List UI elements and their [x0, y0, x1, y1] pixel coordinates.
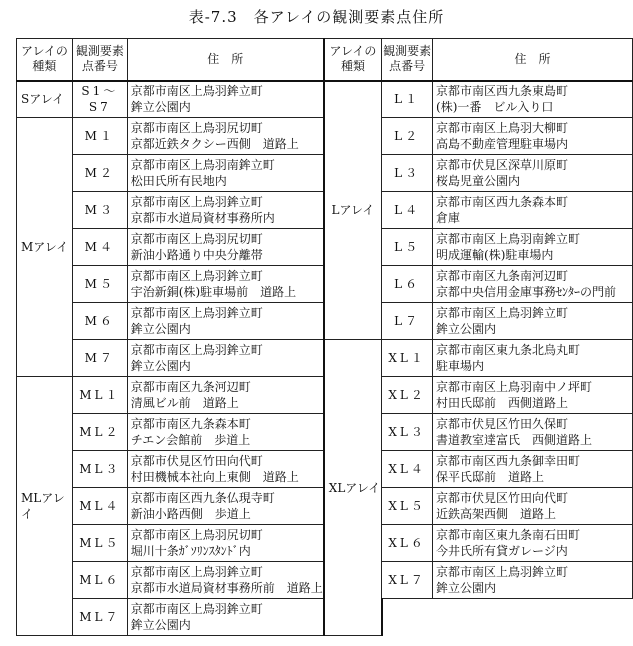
address-cell	[127, 192, 324, 229]
point-number-cell: M６	[72, 303, 127, 340]
address-cell	[127, 451, 324, 488]
address-cell	[433, 451, 633, 488]
address-line-1: 京都市南区上鳥羽大柳町	[436, 121, 569, 135]
address-line-2: 村田氏邸前 西側道路上	[436, 396, 569, 410]
address-cell	[127, 303, 324, 340]
address-cell	[433, 377, 633, 414]
address-cell	[127, 81, 324, 118]
address-cell	[433, 229, 633, 266]
point-number-cell: M７	[72, 340, 127, 377]
point-number-cell: L７	[382, 303, 433, 340]
address-line-1: 京都市南区上鳥羽鉾立町	[130, 565, 263, 579]
address-line-2: チエン会館前 歩道上	[130, 433, 251, 447]
address-cell	[127, 488, 324, 525]
address-cell	[127, 525, 324, 562]
point-number-cell: ML５	[72, 525, 127, 562]
address-line-2: 宇治新銅(株)駐車場前 道路上	[130, 285, 297, 299]
address-line-2: 京都市水道局資材事務所内	[130, 211, 275, 225]
header-point-number-line2: 点番号	[81, 59, 118, 74]
header-array-type	[17, 39, 73, 81]
address-line-2: 鉾立公園内	[436, 322, 497, 336]
address-line-1: 京都市伏見区竹田向代町	[130, 454, 263, 468]
address-line-2: 鉾立公園内	[436, 581, 497, 595]
header-array-type-line2: 種類	[340, 59, 365, 74]
address-line-1: 京都市南区上鳥羽鉾立町	[130, 306, 263, 320]
header-point-number	[72, 39, 127, 81]
address-line-1: 京都市南区西九条仏現寺町	[130, 491, 275, 505]
address-line-2: 明成運輸(株)駐車場内	[436, 248, 554, 262]
empty-cell	[382, 599, 633, 636]
point-number-cell: ML７	[72, 599, 127, 636]
address-line-2: 鉾立公園内	[130, 618, 191, 632]
address-line-2: 桜島児童公園内	[436, 174, 521, 188]
address-line-2: 京都中央信用金庫事務ｾﾝﾀｰの門前	[436, 285, 617, 299]
point-number-cell: ML３	[72, 451, 127, 488]
header-point-number-line1: 観測要素	[383, 44, 432, 59]
address-line-1: 京都市南区上鳥羽鉾立町	[130, 84, 263, 99]
address-line-1: 京都市南区上鳥羽尻切町	[130, 121, 263, 135]
point-number-cell: XL５	[382, 488, 433, 525]
header-array-type-right	[324, 39, 382, 81]
address-cell	[433, 155, 633, 192]
address-line-1: 京都市南区上鳥羽鉾立町	[436, 306, 569, 320]
address-line-2: 鉾立公園内	[130, 322, 191, 336]
address-cell	[433, 192, 633, 229]
header-row	[17, 39, 633, 81]
address-line-2: 松田氏所有民地内	[130, 174, 227, 188]
address-line-1: 京都市南区上鳥羽鉾立町	[130, 602, 263, 616]
header-point-number-right	[382, 39, 433, 81]
address-line-2: 鉾立公園内	[130, 359, 191, 373]
address-cell	[127, 340, 324, 377]
address-line-1: 京都市伏見区竹田向代町	[436, 491, 569, 505]
point-number-cell: XL７	[382, 562, 433, 599]
address-cell	[433, 525, 633, 562]
address-line-1: 京都市南区上鳥羽南鉾立町	[436, 232, 581, 246]
array-type-cell: Sアレイ	[17, 81, 73, 118]
address-line-2: 清風ビル前 道路上	[130, 396, 239, 410]
address-line-1: 京都市南区上鳥羽南中ノ坪町	[436, 380, 593, 394]
header-array-type-line1: アレイの	[20, 44, 68, 59]
address-line-1: 京都市南区九条河辺町	[130, 380, 251, 394]
address-cell	[433, 81, 633, 118]
header-point-number-line1: 観測要素	[75, 44, 124, 59]
address-line-2: 京都近鉄タクシー西側 道路上	[130, 137, 299, 151]
address-cell	[433, 340, 633, 377]
point-number-cell: ML１	[72, 377, 127, 414]
address-line-1: 京都市南区西九条東島町	[436, 84, 569, 99]
array-type-cell: Lアレイ	[324, 81, 382, 340]
array-type-cell: XLアレイ	[324, 340, 382, 636]
point-number-cell: L６	[382, 266, 433, 303]
array-address-table	[16, 38, 633, 636]
address-line-1: 京都市南区上鳥羽鉾立町	[130, 195, 263, 209]
point-number-cell: M２	[72, 155, 127, 192]
point-number-cell: XL２	[382, 377, 433, 414]
point-number-cell: L１	[382, 81, 433, 118]
address-line-2: 書道教室達富氏 西側道路上	[436, 433, 593, 447]
header-point-number-line2: 点番号	[389, 59, 426, 74]
point-number-cell: XL６	[382, 525, 433, 562]
table-row	[17, 81, 633, 118]
address-line-1: 京都市南区上鳥羽鉾立町	[130, 343, 263, 357]
point-number-cell: ML４	[72, 488, 127, 525]
address-cell	[433, 118, 633, 155]
address-cell	[127, 599, 324, 636]
address-cell	[127, 414, 324, 451]
address-line-1: 京都市南区上鳥羽尻切町	[130, 528, 263, 542]
point-number-cell: M３	[72, 192, 127, 229]
point-number-cell: S1～S7	[72, 81, 127, 118]
point-number-cell: XL３	[382, 414, 433, 451]
address-line-1: 京都市南区上鳥羽鉾立町	[130, 269, 263, 283]
address-line-1: 京都市伏見区深草川原町	[436, 158, 569, 172]
address-line-1: 京都市南区東九条南石田町	[436, 528, 581, 542]
address-line-2: 村田機械本社向上東側 道路上	[130, 470, 299, 484]
address-cell	[433, 266, 633, 303]
point-number-cell: M５	[72, 266, 127, 303]
address-line-2: 京都市水道局資材事務所前 道路上	[130, 581, 323, 595]
address-cell	[127, 229, 324, 266]
address-cell	[433, 562, 633, 599]
address-line-2: 高島不動産管理駐車場内	[436, 137, 569, 151]
address-line-1: 京都市南区東九条北烏丸町	[436, 343, 581, 357]
point-number-cell: L５	[382, 229, 433, 266]
point-number-cell: L４	[382, 192, 433, 229]
address-line-2: 保平氏邸前 道路上	[436, 470, 545, 484]
address-line-1: 京都市南区西九条御幸田町	[436, 454, 581, 468]
address-line-1: 京都市南区上鳥羽尻切町	[130, 232, 263, 246]
address-cell	[127, 377, 324, 414]
address-line-1: 京都市南区西九条森本町	[436, 195, 569, 209]
address-cell	[127, 155, 324, 192]
address-line-1: 京都市南区九条南河辺町	[436, 269, 569, 283]
address-line-2: 堀川十条ｶﾞｿﾘﾝｽﾀﾝﾄﾞ内	[130, 544, 251, 558]
address-line-1: 京都市南区九条森本町	[130, 417, 251, 431]
address-line-1: 京都市南区上鳥羽鉾立町	[436, 565, 569, 579]
point-number-cell: XL１	[382, 340, 433, 377]
address-cell	[127, 118, 324, 155]
address-cell	[433, 414, 633, 451]
point-number-cell: L２	[382, 118, 433, 155]
point-number-cell: M１	[72, 118, 127, 155]
address-line-2: 新油小路通り中央分離帯	[130, 248, 263, 262]
header-array-type-line2: 種類	[32, 59, 57, 74]
array-type-cell: Mアレイ	[17, 118, 73, 377]
address-line-2: (株)一番 ビル入り口	[436, 100, 554, 115]
address-line-2: 鉾立公園内	[130, 100, 191, 115]
address-cell	[127, 266, 324, 303]
address-line-2: 今井氏所有貸ガレージ内	[436, 544, 568, 558]
table-row	[17, 340, 633, 377]
address-line-1: 京都市南区上鳥羽南鉾立町	[130, 158, 275, 172]
address-cell	[433, 488, 633, 525]
address-cell	[433, 303, 633, 340]
address-line-1: 京都市伏見区竹田久保町	[436, 417, 569, 431]
address-line-2: 近鉄高架西側 道路上	[436, 507, 557, 521]
address-line-2: 新油小路西側 歩道上	[130, 507, 251, 521]
table-title: 表-7.3 各アレイの観測要素点住所	[188, 8, 445, 26]
point-number-cell: ML２	[72, 414, 127, 451]
header-address: 住 所	[127, 39, 324, 81]
point-number-cell: L３	[382, 155, 433, 192]
header-array-type-line1: アレイの	[329, 44, 377, 59]
point-number-cell: ML６	[72, 562, 127, 599]
address-line-2: 駐車場内	[436, 359, 485, 373]
point-number-cell: M４	[72, 229, 127, 266]
array-type-cell: MLアレイ	[17, 377, 73, 636]
header-address-right: 住 所	[433, 39, 633, 81]
point-number-cell: XL４	[382, 451, 433, 488]
address-cell	[127, 562, 324, 599]
address-line-2: 倉庫	[436, 211, 461, 225]
